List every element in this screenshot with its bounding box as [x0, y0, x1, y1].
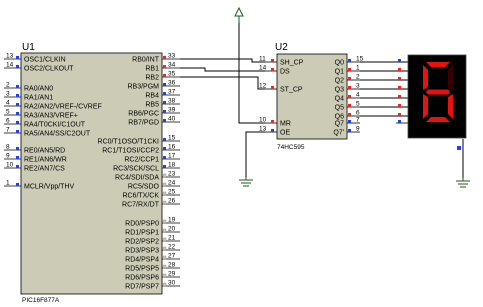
- pin-number: 11: [259, 55, 266, 63]
- pin-number: 12: [259, 82, 267, 90]
- display-pin-state: [398, 120, 401, 123]
- pin-state-indicator: [348, 77, 351, 80]
- pin-name: RD6/PSP6: [125, 274, 159, 282]
- pin-state-indicator: [163, 247, 166, 250]
- pin-name: RE1/AN6/WR: [24, 156, 67, 164]
- display-common-pin-state: [457, 146, 461, 150]
- pin-number: 6: [356, 109, 360, 117]
- pin-number: 39: [168, 106, 176, 114]
- pin-name: ST_CP: [280, 86, 303, 94]
- pin-state-indicator: [348, 129, 351, 132]
- display-pin-state: [398, 59, 401, 62]
- pin-number: 15: [356, 55, 364, 63]
- pin-state-indicator: [163, 165, 166, 168]
- pin-state-indicator: [163, 101, 166, 104]
- pin-name: RC0/T1OSO/T1CKI: [97, 138, 159, 146]
- pin-name: RC7/RX/DT: [122, 201, 159, 209]
- pin-state-indicator: [163, 256, 166, 259]
- pin-name: RC5/SDO: [127, 183, 159, 191]
- pin-number: 38: [168, 97, 176, 105]
- pin-name: RA5/AN4/SS/C2OUT: [24, 130, 91, 138]
- pin-state-indicator: [16, 85, 19, 88]
- segment-bus: [360, 59, 408, 123]
- pin-name: RB6/PGC: [128, 110, 159, 118]
- pin-name: RD4/PSP4: [125, 256, 159, 264]
- pin-number: 22: [168, 243, 176, 251]
- pin-state-indicator: [163, 65, 166, 68]
- pin-number: 4: [6, 99, 10, 107]
- pin-state-indicator: [271, 120, 274, 123]
- pin-state-indicator: [348, 120, 351, 123]
- wire-rb1-ds: [180, 68, 265, 71]
- pin-number: 9: [356, 125, 360, 133]
- wire-oe-ground: [246, 132, 265, 177]
- pin-state-indicator: [163, 183, 166, 186]
- display-pin-state: [398, 68, 401, 71]
- ground-icon-display: [456, 178, 470, 187]
- pin-name: RD1/PSP1: [125, 229, 159, 237]
- pin-number: 25: [168, 188, 176, 196]
- display-pin-state: [398, 77, 401, 80]
- pin-state-indicator: [163, 110, 166, 113]
- seven-segment-display[interactable]: [408, 55, 466, 138]
- pin-state-indicator: [163, 92, 166, 95]
- pin-number: 3: [6, 90, 10, 98]
- pin-name: RD3/PSP3: [125, 247, 159, 255]
- pin-name: RD0/PSP0: [125, 220, 159, 228]
- pin-number: 24: [168, 179, 176, 187]
- pin-state-indicator: [16, 121, 19, 124]
- pin-number: 9: [6, 152, 10, 160]
- pin-name: RC2/CCP1: [124, 156, 159, 164]
- pin-number: 29: [168, 270, 176, 278]
- ground-icon-oe: [239, 177, 253, 186]
- segment-g: [426, 90, 450, 95]
- pin-number: 13: [6, 52, 14, 60]
- pin-state-indicator: [163, 56, 166, 59]
- pin-number: 10: [6, 161, 14, 169]
- pin-name: Q1: [334, 68, 344, 76]
- pin-state-indicator: [16, 183, 19, 186]
- pin-number: 10: [259, 116, 267, 124]
- pin-name: Q4: [334, 95, 344, 103]
- pin-name: RE2/AN7/CS: [24, 165, 65, 173]
- pin-state-indicator: [163, 147, 166, 150]
- pin-state-indicator: [16, 103, 19, 106]
- pin-number: 4: [356, 91, 360, 99]
- pin-name: RC4/SDI/SDA: [115, 174, 159, 182]
- pin-number: 1: [6, 179, 10, 187]
- wire-vcc-mr: [239, 23, 265, 123]
- pin-number: 5: [6, 108, 10, 116]
- pin-number: 2: [6, 81, 10, 89]
- pin-state-indicator: [271, 59, 274, 62]
- display-pin-state: [398, 95, 401, 98]
- pin-name: Q7: [334, 120, 344, 128]
- pin-state-indicator: [163, 283, 166, 286]
- pin-state-indicator: [163, 220, 166, 223]
- pin-name: RB4: [145, 92, 159, 100]
- pin-state-indicator: [16, 130, 19, 133]
- pin-number: 28: [168, 261, 176, 269]
- pin-number: 14: [6, 61, 14, 69]
- pin-number: 15: [168, 134, 176, 142]
- pin-number: 8: [6, 143, 10, 151]
- pin-state-indicator: [16, 165, 19, 168]
- pin-number: 13: [259, 125, 267, 133]
- pin-name: Q2: [334, 77, 344, 85]
- pin-number: 17: [168, 152, 176, 160]
- pin-name: DS: [280, 68, 290, 76]
- pin-number: 20: [168, 225, 176, 233]
- pin-state-indicator: [348, 113, 351, 116]
- pin-name: RD7/PSP7: [125, 283, 159, 291]
- pin-number: 6: [6, 117, 10, 125]
- pin-name: RB5: [145, 101, 159, 109]
- pin-state-indicator: [271, 129, 274, 132]
- pin-name: RB2: [145, 74, 159, 82]
- pin-number: 30: [168, 279, 176, 287]
- pin-number: 23: [168, 170, 176, 178]
- pin-name: RC3/SCK/SCL: [113, 165, 159, 173]
- pin-name: OSC2/CLKOUT: [24, 65, 74, 73]
- pin-name: RB3/PGM: [127, 83, 159, 91]
- pin-number: 26: [168, 197, 176, 205]
- pin-number: 14: [259, 64, 267, 72]
- pin-name: OE: [280, 129, 291, 137]
- pin-state-indicator: [163, 138, 166, 141]
- pin-number: 5: [356, 100, 360, 108]
- pin-number: 18: [168, 161, 176, 169]
- pin-number: 7: [356, 116, 360, 124]
- u1-ref-label: U1: [22, 42, 35, 53]
- pin-state-indicator: [348, 86, 351, 89]
- pin-state-indicator: [163, 274, 166, 277]
- pin-name: RE0/AN5/RD: [24, 147, 66, 155]
- pin-state-indicator: [163, 201, 166, 204]
- pin-name: Q5: [334, 104, 344, 112]
- pin-state-indicator: [163, 174, 166, 177]
- pin-number: 37: [168, 88, 176, 96]
- pin-name: RC1/T1OSI/CCP2: [102, 147, 159, 155]
- pin-state-indicator: [271, 86, 274, 89]
- pin-name: RD5/PSP5: [125, 265, 159, 273]
- pin-number: 16: [168, 143, 176, 151]
- pin-number: 2: [356, 73, 360, 81]
- pin-state-indicator: [163, 74, 166, 77]
- pin-name: RA4/T0CKI/C1OUT: [24, 121, 86, 129]
- pin-state-indicator: [163, 83, 166, 86]
- pin-state-indicator: [348, 59, 351, 62]
- pin-name: Q3: [334, 86, 344, 94]
- pin-name: SH_CP: [280, 59, 304, 67]
- pin-number: 36: [168, 79, 176, 87]
- pin-number: 33: [168, 52, 176, 60]
- pin-state-indicator: [163, 119, 166, 122]
- pin-state-indicator: [348, 68, 351, 71]
- pin-number: 7: [6, 126, 10, 134]
- u1-part-label: PIC16F877A: [22, 297, 60, 304]
- pin-state-indicator: [163, 265, 166, 268]
- pin-state-indicator: [16, 112, 19, 115]
- pin-name: RA0/AN0: [24, 85, 54, 93]
- pin-state-indicator: [16, 147, 19, 150]
- pin-name: RB1: [145, 65, 159, 73]
- pin-state-indicator: [16, 56, 19, 59]
- pin-number: 19: [168, 216, 176, 224]
- pin-name: Q7': [333, 129, 344, 137]
- pin-state-indicator: [348, 95, 351, 98]
- pin-name: Q0: [334, 59, 344, 67]
- wire-rb0-shcp: [180, 59, 265, 62]
- pin-name: RD2/PSP2: [125, 238, 159, 246]
- pin-state-indicator: [163, 192, 166, 195]
- u2-ref-label: U2: [275, 42, 288, 53]
- pin-state-indicator: [16, 94, 19, 97]
- pin-number: 3: [356, 82, 360, 90]
- pin-state-indicator: [163, 229, 166, 232]
- pin-name: RB0/INT: [132, 56, 159, 64]
- pin-name: MR: [280, 120, 291, 128]
- pin-name: RC6/TX/CK: [122, 192, 159, 200]
- pin-name: RA2/AN2/VREF-/CVREF: [24, 103, 102, 111]
- pin-number: 1: [356, 64, 360, 72]
- power-terminal-icon: [235, 8, 243, 16]
- display-pin-state: [398, 113, 401, 116]
- pin-number: 27: [168, 252, 176, 260]
- display-pin-state: [398, 86, 401, 89]
- pin-state-indicator: [348, 104, 351, 107]
- pin-name: Q6: [334, 113, 344, 121]
- pin-state-indicator: [271, 68, 274, 71]
- pin-state-indicator: [163, 238, 166, 241]
- pin-state-indicator: [16, 65, 19, 68]
- u2-part-label: 74HC595: [277, 144, 305, 151]
- pin-number: 34: [168, 61, 176, 69]
- pin-state-indicator: [163, 156, 166, 159]
- pin-name: MCLR/Vpp/THV: [24, 183, 75, 191]
- pin-number: 40: [168, 115, 176, 123]
- pin-name: RB7/PGD: [128, 119, 159, 127]
- pin-state-indicator: [16, 156, 19, 159]
- pin-number: 35: [168, 70, 176, 78]
- pin-name: OSC1/CLKIN: [24, 56, 66, 64]
- pin-name: RA3/AN3/VREF+: [24, 112, 78, 120]
- wire-rb2-stcp: [180, 77, 265, 89]
- pin-name: RA1/AN1: [24, 94, 54, 102]
- pin-number: 21: [168, 234, 176, 242]
- display-pin-state: [398, 104, 401, 107]
